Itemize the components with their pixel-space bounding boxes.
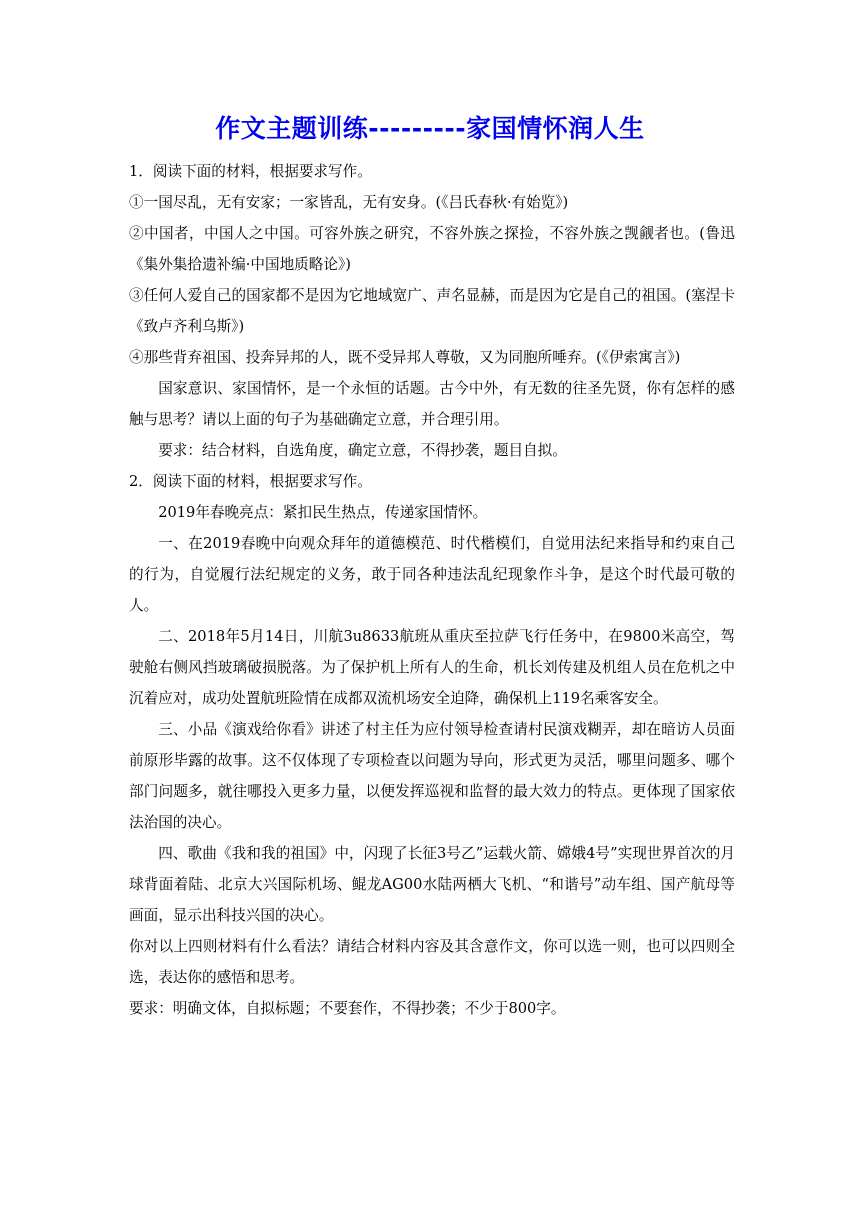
material-item-1: 一、在2019春晚中向观众拜年的道德模范、时代楷模们，自觉用法纪来指导和约束自己的行为，自觉履行法纪规定的义务，敢于同各种违法乱纪现象作斗争，是这个时代最可敬的人。	[129, 535, 735, 614]
quote-2: ②中国者，中国人之中国。可容外族之研究，不容外族之探捡，不容外族之觊觎者也。(鲁迅《集外集拾遗补编·中国地质略论》)	[129, 225, 735, 273]
material-item-2: 二、2018年5月14日，川航3u8633航班从重庆至拉萨飞行任务中，在9800米高空，驾驶舱右侧风挡玻璃破损脱落。为了保护机上所有人的生命，机长刘传建及机组人员在危机之中沉着应对，成功处置航班险情在成都双流机场安全迫降，确保机上119名乘客安全。	[129, 628, 735, 707]
question-2-intro: 2019年春晚亮点：紧扣民生热点，传递家国情怀。	[158, 504, 488, 521]
document-title: 作文主题训练---------家国情怀润人生	[215, 114, 645, 143]
question-1-task: 国家意识、家国情怀，是一个永恒的话题。古今中外，有无数的往圣先贤，你有怎样的感触与思考？请以上面的句子为基础确定立意，并合理引用。	[129, 380, 735, 428]
question-2-task: 你对以上四则材料有什么看法？请结合材料内容及其含意作文，你可以选一则，也可以四则全选，表达你的感悟和思考。	[129, 938, 735, 986]
question-2-requirement: 要求：明确文体，自拟标题；不要套作，不得抄袭；不少于800字。	[129, 1000, 566, 1017]
quote-4: ④那些背弃祖国、投奔异邦的人，既不受异邦人尊敬，又为同胞所唾弃。(《伊索寓言》)	[129, 349, 681, 366]
material-item-4: 四、歌曲《我和我的祖国》中，闪现了长征3号乙”运载火箭、嫦娥4号”实现世界首次的月球背面着陆、北京大兴国际机场、鲲龙AG00水陆两栖大飞机、“和谐号”动车组、国产航母等画面，显示出科技兴国的决心。	[129, 845, 735, 924]
document-body	[129, 156, 735, 1024]
material-item-3: 三、小品《演戏给你看》讲述了村主任为应付领导检查请村民演戏糊弄，却在暗访人员面前原形毕露的故事。这不仅体现了专项检查以问题为导向，形式更为灵活，哪里问题多、哪个部门问题多，就往哪投入更多力量，以便发挥巡视和监督的最大效力的特点。更体现了国家依法治国的决心。	[129, 721, 735, 831]
quote-1: ①一国尽乱，无有安家；一家皆乱，无有安身。(《吕氏春秋·有始览》)	[129, 194, 569, 211]
question-2-prompt: 2．阅读下面的材料，根据要求写作。	[129, 473, 372, 490]
question-1-prompt: 1．阅读下面的材料，根据要求写作。	[129, 163, 372, 180]
quote-3: ③任何人爱自己的国家都不是因为它地域宽广、声名显赫，而是因为它是自己的祖国。(塞涅卡《致卢齐利乌斯》)	[129, 287, 735, 335]
question-1-requirement: 要求：结合材料，自选角度，确定立意，不得抄袭，题目自拟。	[158, 442, 567, 459]
